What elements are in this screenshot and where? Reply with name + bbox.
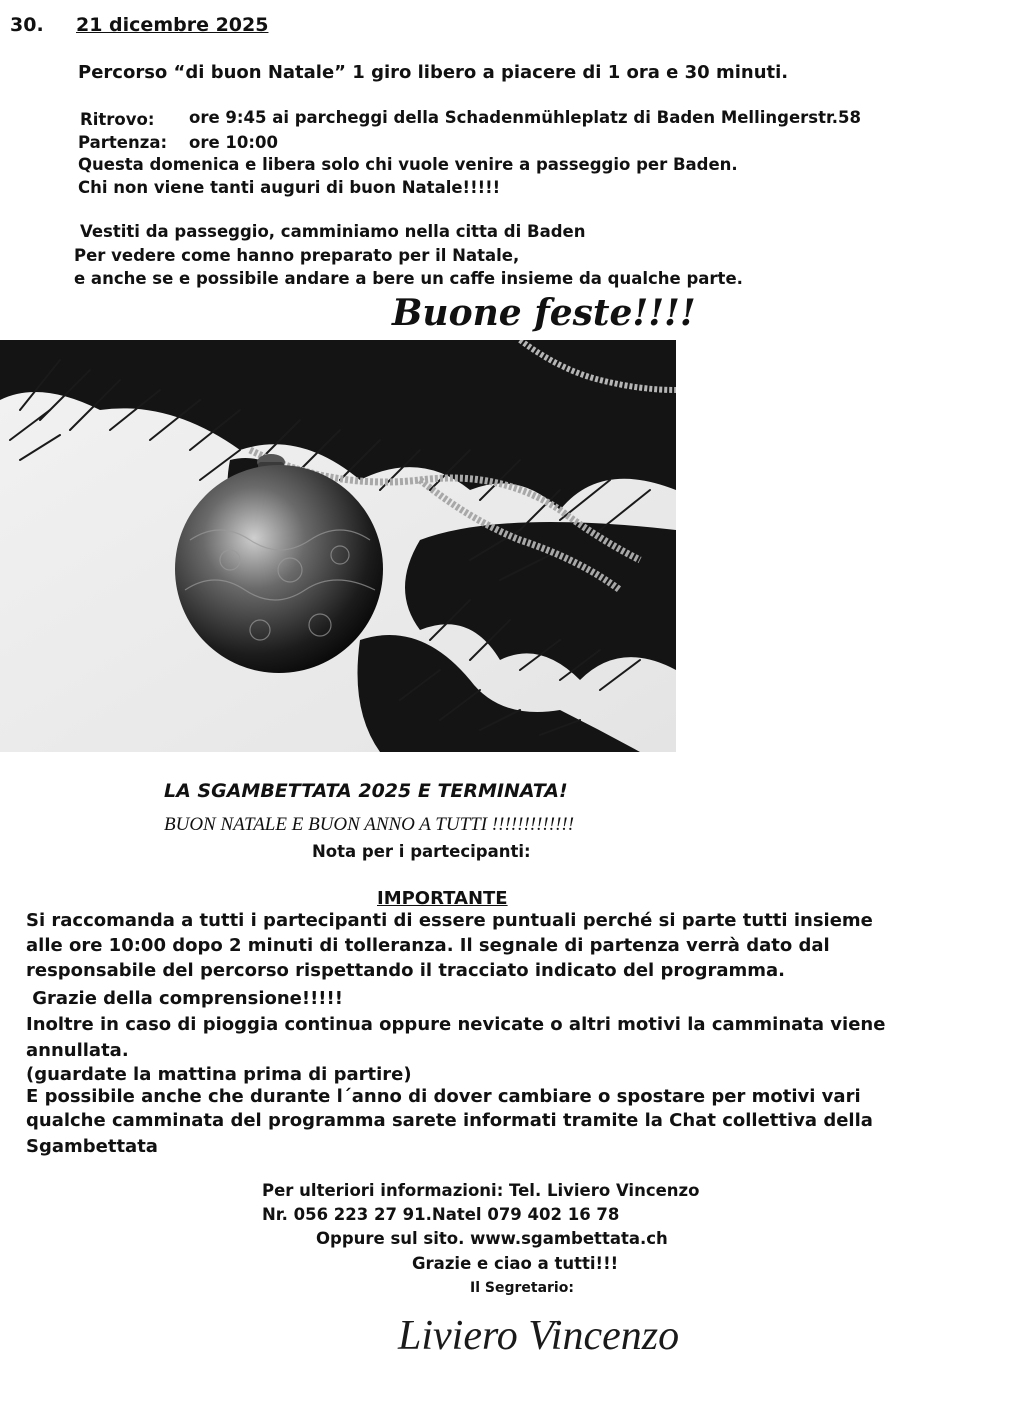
contact-website: Oppure sul sito. www.sgambettata.ch [316,1229,668,1248]
secretary-role: Il Segretario: [470,1280,574,1296]
important-line: Inoltre in caso di pioggia continua oppure nevicate o altri motivi la camminata viene [26,1014,886,1035]
important-line: Grazie della comprensione!!!!! [26,988,343,1009]
walk-line-1: Vestiti da passeggio, camminiamo nella citta di Baden [80,222,586,241]
important-line: annullata. [26,1040,129,1061]
important-line: alle ore 10:00 dopo 2 minuti di tolleranza. Il segnale di partenza verrà dato dal [26,935,830,956]
christmas-ornament-photo [0,340,676,752]
important-line: E possibile anche che durante l´anno di dover cambiare o spostare per motivi vari [26,1086,861,1107]
holiday-wishes: BUON NATALE E BUON ANNO A TUTTI !!!!!!!!!!!!! [164,814,575,835]
greeting-title: Buone feste!!!! [392,292,696,334]
participants-note: Nota per i partecipanti: [312,842,531,861]
important-line: responsabile del percorso rispettando il tracciato indicato del programma. [26,960,786,981]
important-line: Si raccomanda a tutti i partecipanti di essere puntuali perché si parte tutti insieme [26,910,873,931]
meeting-label: Ritrovo: [80,110,155,129]
contact-phone: Nr. 056 223 27 91.Natel 079 402 16 78 [262,1205,620,1224]
item-number: 30. [10,14,44,36]
walk-line-3: e anche se e possibile andare a bere un caffe insieme da qualche parte. [74,269,743,288]
route-line-2: Chi non viene tanti auguri di buon Natale!!!!! [78,178,501,197]
important-line: (guardate la mattina prima di partire) [26,1064,412,1085]
season-ended: LA SGAMBETTATA 2025 E TERMINATA! [164,780,568,802]
important-line: Sgambettata [26,1136,158,1157]
route-line-1: Questa domenica e libera solo chi vuole venire a passeggio per Baden. [78,155,738,174]
contact-line-1: Per ulteriori informazioni: Tel. Liviero Vincenzo [262,1181,700,1200]
important-heading: IMPORTANTE [377,888,508,909]
important-line: qualche camminata del programma sarete informati tramite la Chat collettiva della [26,1110,873,1131]
departure-label: Partenza: [78,133,168,152]
walk-line-2: Per vedere come hanno preparato per il Natale, [74,246,520,265]
route-title: Percorso “di buon Natale” 1 giro libero a piacere di 1 ora e 30 minuti. [78,62,789,83]
signature: Liviero Vincenzo [398,1313,680,1359]
thanks-line: Grazie e ciao a tutti!!! [412,1254,619,1273]
meeting-text: ore 9:45 ai parcheggi della Schadenmühleplatz di Baden Mellingerstr.58 [189,108,862,127]
departure-text: ore 10:00 [189,133,278,152]
event-date: 21 dicembre 2025 [76,14,269,36]
